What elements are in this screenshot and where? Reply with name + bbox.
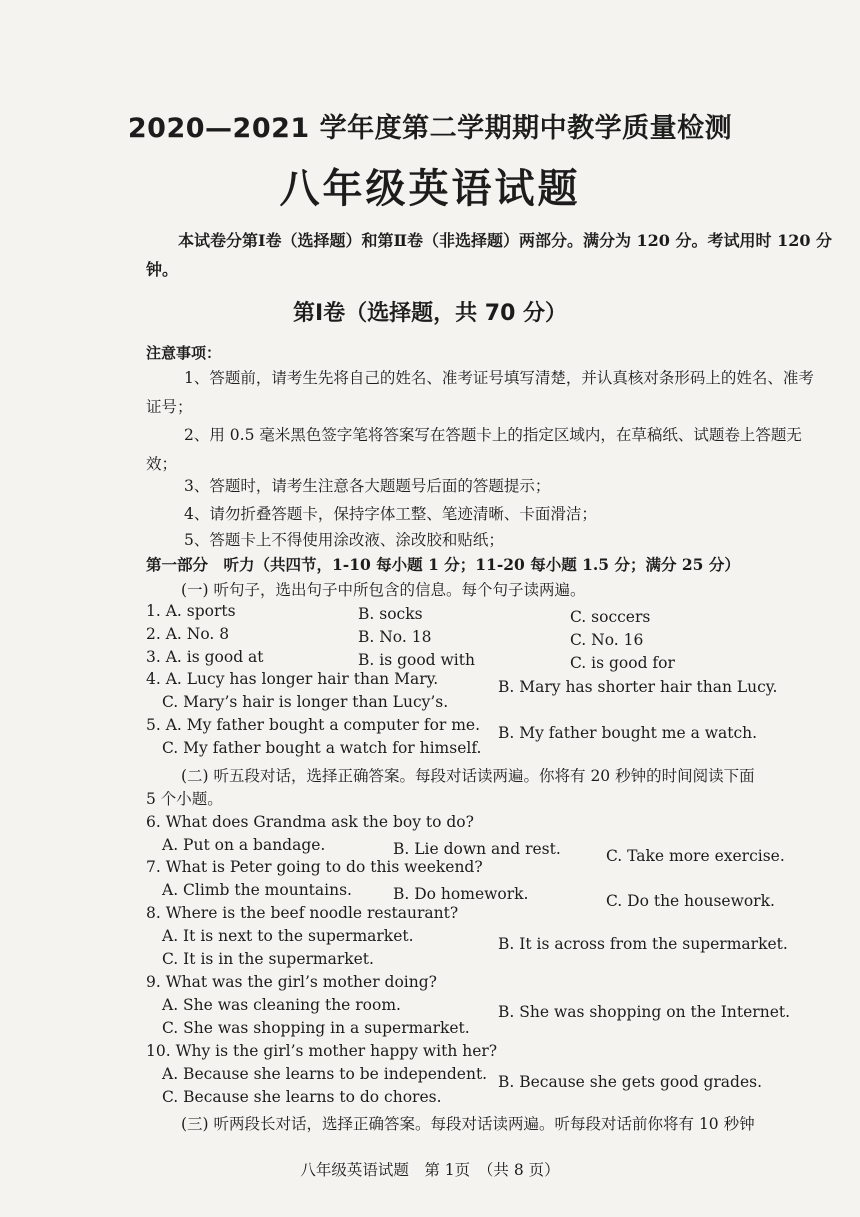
q6-option-c: C. Take more exercise. bbox=[606, 847, 785, 865]
q7-option-b: B. Do homework. bbox=[393, 885, 529, 903]
q8-option-b: B. It is across from the supermarket. bbox=[498, 935, 788, 953]
section2-instruction-line2: 5 个小题。 bbox=[146, 790, 223, 808]
q1-option-b: B. socks bbox=[358, 605, 423, 623]
q1-option-c: C. soccers bbox=[570, 608, 651, 626]
q8-stem: 8. Where is the beef noodle restaurant? bbox=[146, 904, 459, 922]
q3-option-a: 3. A. is good at bbox=[146, 648, 264, 666]
q3-option-b: B. is good with bbox=[358, 651, 475, 669]
intro-paragraph: 本试卷分第Ⅰ卷（选择题）和第Ⅱ卷（非选择题）两部分。满分为 120 分。考试用时 120 分钟。 bbox=[146, 231, 833, 279]
q1-option-a: 1. A. sports bbox=[146, 602, 236, 620]
q8-option-a: A. It is next to the supermarket. bbox=[162, 927, 414, 945]
section1-instruction: (一) 听句子，选出句子中所包含的信息。每个句子读两遍。 bbox=[181, 581, 586, 599]
note-item-3: 3、答题时，请考生注意各大题题号后面的答题提示； bbox=[184, 477, 551, 495]
q2-option-c: C. No. 16 bbox=[570, 631, 644, 649]
q5-option-b: B. My father bought me a watch. bbox=[498, 724, 758, 742]
q4-option-c: C. Mary’s hair is longer than Lucy’s. bbox=[162, 693, 449, 711]
q6-option-b: B. Lie down and rest. bbox=[393, 840, 561, 858]
q9-option-b: B. She was shopping on the Internet. bbox=[498, 1003, 791, 1021]
q5-option-a: 5. A. My father bought a computer for me. bbox=[146, 716, 481, 734]
q8-option-c: C. It is in the supermarket. bbox=[162, 950, 374, 968]
q2-option-a: 2. A. No. 8 bbox=[146, 625, 230, 643]
q5-option-c: C. My father bought a watch for himself. bbox=[162, 739, 482, 757]
q9-stem: 9. What was the girl’s mother doing? bbox=[146, 973, 437, 991]
q10-option-b: B. Because she gets good grades. bbox=[498, 1073, 762, 1091]
note-item-1: 1、答题前，请考生先将自己的姓名、准考证号填写清楚，并认真核对条形码上的姓名、准考证号； bbox=[146, 369, 814, 416]
q9-option-a: A. She was cleaning the room. bbox=[162, 996, 401, 1014]
exam-title: 2020—2021 学年度第二学期期中教学质量检测 bbox=[127, 113, 733, 144]
q7-option-c: C. Do the housework. bbox=[606, 892, 775, 910]
q2-option-b: B. No. 18 bbox=[358, 628, 432, 646]
page-footer: 八年级英语试题 第 1页 （共 8 页） bbox=[300, 1161, 560, 1179]
q6-stem: 6. What does Grandma ask the boy to do? bbox=[146, 813, 474, 831]
q6-option-a: A. Put on a bandage. bbox=[162, 836, 326, 854]
q7-option-a: A. Climb the mountains. bbox=[162, 881, 352, 899]
q10-option-a: A. Because she learns to be independent. bbox=[162, 1065, 488, 1083]
q4-option-a: 4. A. Lucy has longer hair than Mary. bbox=[146, 670, 439, 688]
section3-instruction: (三) 听两段长对话，选择正确答案。每段对话读两遍。听每段对话前你将有 10 秒钟 bbox=[181, 1115, 755, 1133]
q4-option-b: B. Mary has shorter hair than Lucy. bbox=[498, 678, 778, 696]
q3-option-c: C. is good for bbox=[570, 654, 675, 672]
section2-instruction-line1: (二) 听五段对话，选择正确答案。每段对话读两遍。你将有 20 秒钟的时间阅读下面 bbox=[181, 767, 755, 785]
note-item-5: 5、答题卡上不得使用涂改液、涂改胶和贴纸； bbox=[184, 531, 504, 549]
note-item-4: 4、请勿折叠答题卡，保持字体工整、笔迹清晰、卡面滑洁； bbox=[184, 505, 597, 523]
volume1-title: 第Ⅰ卷（选择题，共 70 分） bbox=[292, 301, 568, 326]
q7-stem: 7. What is Peter going to do this weekend? bbox=[146, 858, 483, 876]
notes-heading: 注意事项： bbox=[146, 344, 222, 362]
q9-option-c: C. She was shopping in a supermarket. bbox=[162, 1019, 470, 1037]
q10-option-c: C. Because she learns to do chores. bbox=[162, 1088, 442, 1106]
q10-stem: 10. Why is the girl’s mother happy with her? bbox=[146, 1042, 498, 1060]
note-item-2: 2、用 0.5 毫米黑色签字笔将答案写在答题卡上的指定区域内，在草稿纸、试题卷上答题无效； bbox=[146, 426, 802, 473]
part1-title: 第一部分 听力（共四节，1-10 每小题 1 分；11-20 每小题 1.5 分；满分 25 分） bbox=[146, 555, 740, 574]
subject-title: 八年级英语试题 bbox=[279, 166, 581, 212]
